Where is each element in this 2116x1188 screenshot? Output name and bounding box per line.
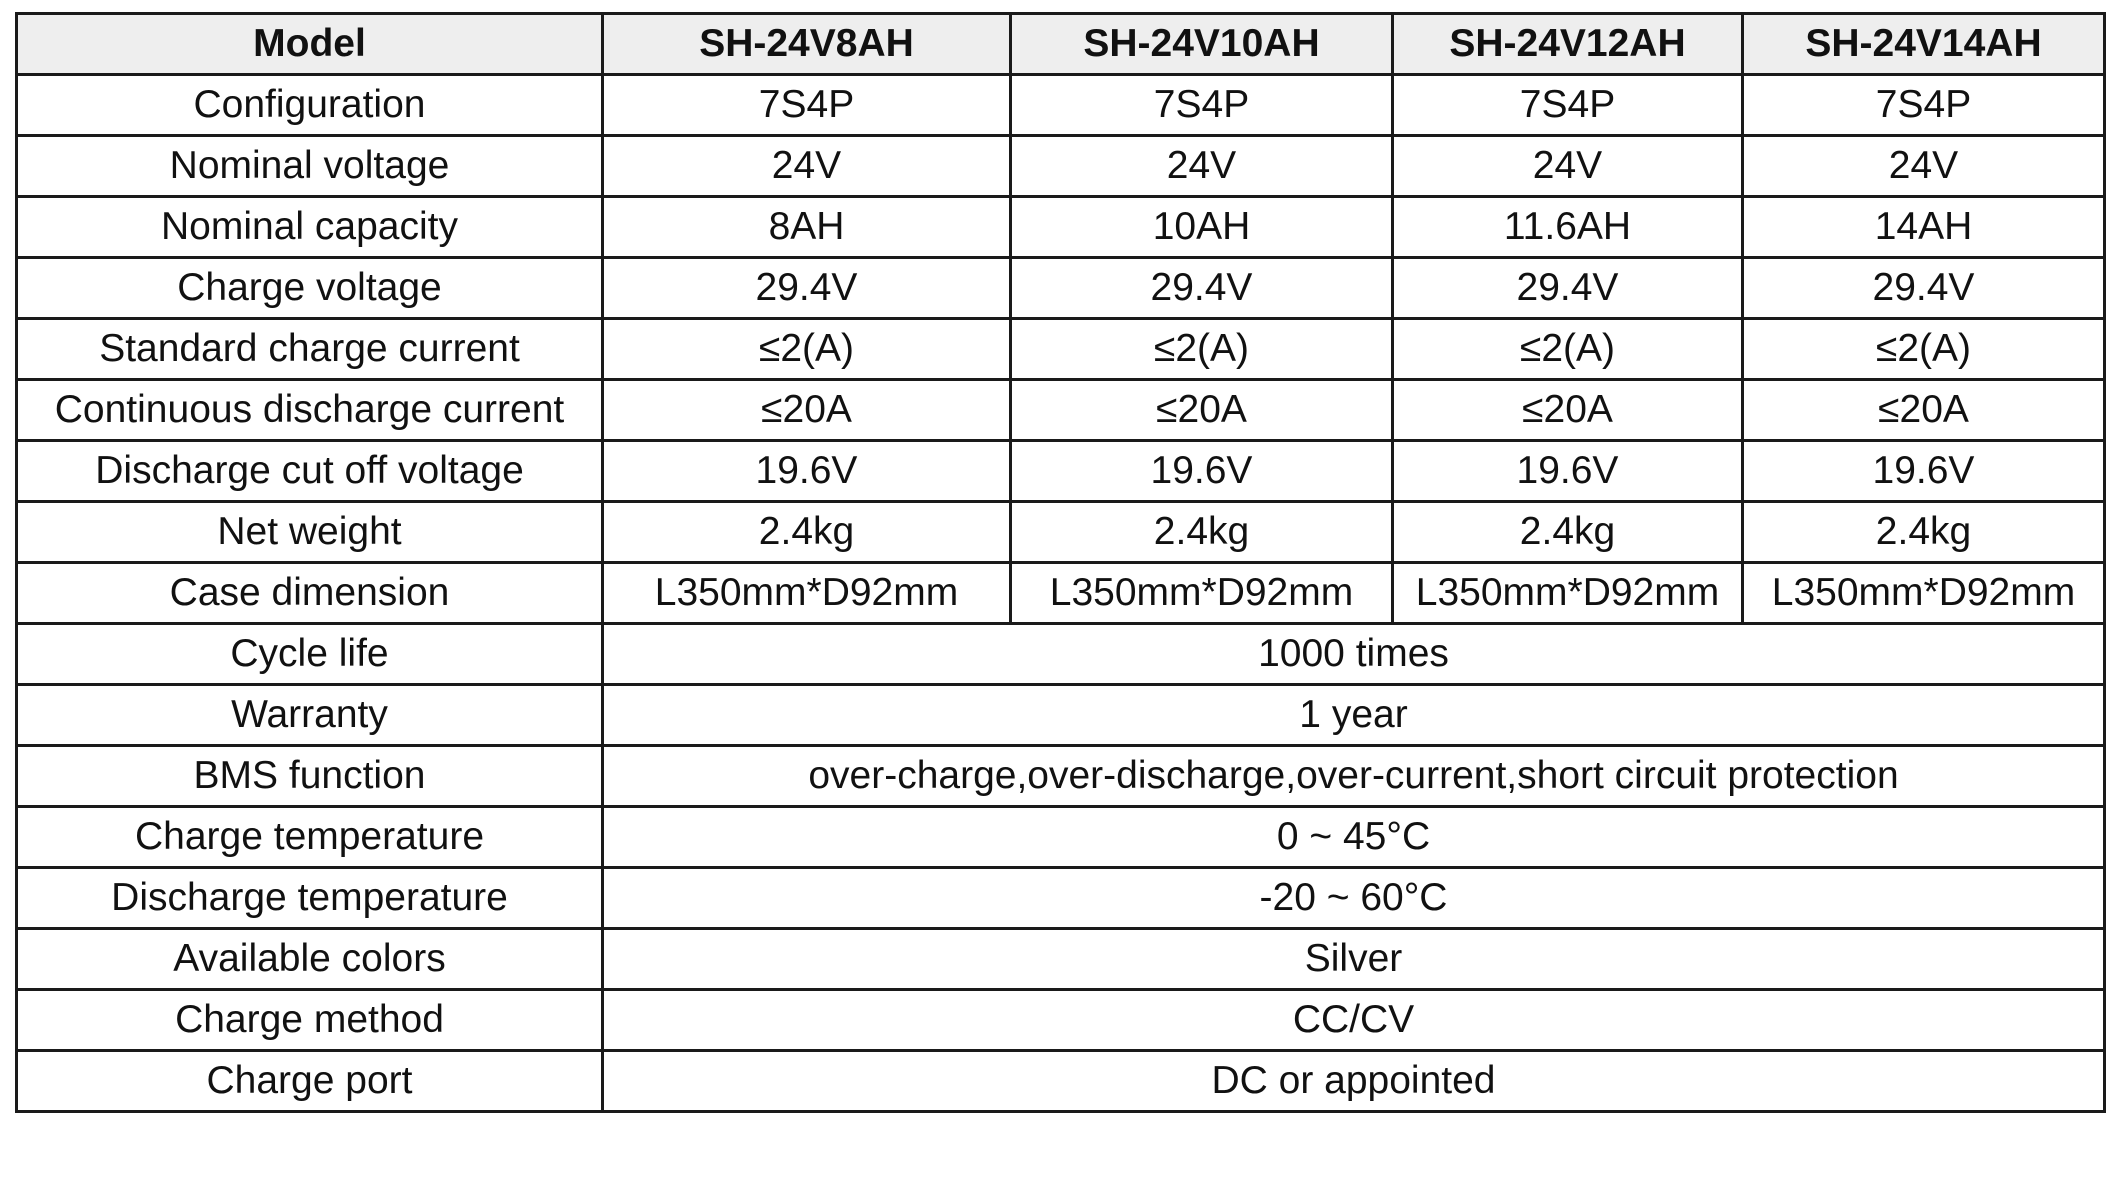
value-cell: 2.4kg [603, 502, 1011, 563]
value-cell: ≤20A [1743, 380, 2105, 441]
value-cell: 8AH [603, 197, 1011, 258]
value-cell: L350mm*D92mm [1393, 563, 1743, 624]
value-cell: 2.4kg [1743, 502, 2105, 563]
row-label-cell: Available colors [17, 929, 603, 990]
row-label-cell: Nominal capacity [17, 197, 603, 258]
table-row [17, 75, 2105, 136]
header-model-cell: SH-24V10AH [1011, 14, 1393, 75]
table-row [17, 929, 2105, 990]
value-cell: ≤20A [1393, 380, 1743, 441]
value-cell: L350mm*D92mm [1011, 563, 1393, 624]
value-cell: ≤2(A) [1011, 319, 1393, 380]
value-cell: 24V [1393, 136, 1743, 197]
value-cell: 19.6V [1393, 441, 1743, 502]
row-label-cell: Configuration [17, 75, 603, 136]
row-label-cell: Charge voltage [17, 258, 603, 319]
shared-value-cell: -20 ~ 60°C [603, 868, 2105, 929]
header-label-cell: Model [17, 14, 603, 75]
row-label-cell: Net weight [17, 502, 603, 563]
table-row [17, 502, 2105, 563]
shared-value-cell: over-charge,over-discharge,over-current,short circuit protection [603, 746, 2105, 807]
table-row [17, 807, 2105, 868]
row-label-cell: Discharge cut off voltage [17, 441, 603, 502]
table-row [17, 136, 2105, 197]
value-cell: ≤2(A) [1393, 319, 1743, 380]
row-label-cell: Charge temperature [17, 807, 603, 868]
value-cell: 29.4V [1743, 258, 2105, 319]
value-cell: ≤2(A) [603, 319, 1011, 380]
row-label-cell: Continuous discharge current [17, 380, 603, 441]
table-row [17, 197, 2105, 258]
value-cell: 29.4V [1393, 258, 1743, 319]
value-cell: 2.4kg [1393, 502, 1743, 563]
table-row [17, 746, 2105, 807]
value-cell: L350mm*D92mm [603, 563, 1011, 624]
value-cell: 14AH [1743, 197, 2105, 258]
value-cell: 7S4P [1011, 75, 1393, 136]
value-cell: 19.6V [1743, 441, 2105, 502]
value-cell: 29.4V [603, 258, 1011, 319]
shared-value-cell: 1000 times [603, 624, 2105, 685]
row-label-cell: Cycle life [17, 624, 603, 685]
row-label-cell: BMS function [17, 746, 603, 807]
value-cell: ≤20A [1011, 380, 1393, 441]
value-cell: 7S4P [603, 75, 1011, 136]
value-cell: L350mm*D92mm [1743, 563, 2105, 624]
shared-value-cell: Silver [603, 929, 2105, 990]
shared-value-cell: CC/CV [603, 990, 2105, 1051]
row-label-cell: Warranty [17, 685, 603, 746]
value-cell: 7S4P [1393, 75, 1743, 136]
value-cell: 24V [1011, 136, 1393, 197]
value-cell: 10AH [1011, 197, 1393, 258]
row-label-cell: Discharge temperature [17, 868, 603, 929]
value-cell: 7S4P [1743, 75, 2105, 136]
row-label-cell: Standard charge current [17, 319, 603, 380]
value-cell: ≤20A [603, 380, 1011, 441]
table-row [17, 624, 2105, 685]
header-row [17, 14, 2105, 75]
value-cell: 24V [603, 136, 1011, 197]
header-model-cell: SH-24V12AH [1393, 14, 1743, 75]
value-cell: 19.6V [1011, 441, 1393, 502]
row-label-cell: Case dimension [17, 563, 603, 624]
value-cell: 29.4V [1011, 258, 1393, 319]
table-row [17, 258, 2105, 319]
header-model-cell: SH-24V14AH [1743, 14, 2105, 75]
table-row [17, 1051, 2105, 1112]
battery-spec-table [15, 12, 2106, 1113]
shared-value-cell: 0 ~ 45°C [603, 807, 2105, 868]
value-cell: ≤2(A) [1743, 319, 2105, 380]
table-row [17, 441, 2105, 502]
table-row [17, 990, 2105, 1051]
shared-value-cell: 1 year [603, 685, 2105, 746]
row-label-cell: Charge method [17, 990, 603, 1051]
row-label-cell: Charge port [17, 1051, 603, 1112]
table-row [17, 319, 2105, 380]
table-row [17, 380, 2105, 441]
value-cell: 2.4kg [1011, 502, 1393, 563]
table-row [17, 685, 2105, 746]
value-cell: 24V [1743, 136, 2105, 197]
shared-value-cell: DC or appointed [603, 1051, 2105, 1112]
table-row [17, 868, 2105, 929]
value-cell: 19.6V [603, 441, 1011, 502]
header-model-cell: SH-24V8AH [603, 14, 1011, 75]
table-row [17, 563, 2105, 624]
spec-table-body [17, 75, 2105, 1112]
row-label-cell: Nominal voltage [17, 136, 603, 197]
value-cell: 11.6AH [1393, 197, 1743, 258]
